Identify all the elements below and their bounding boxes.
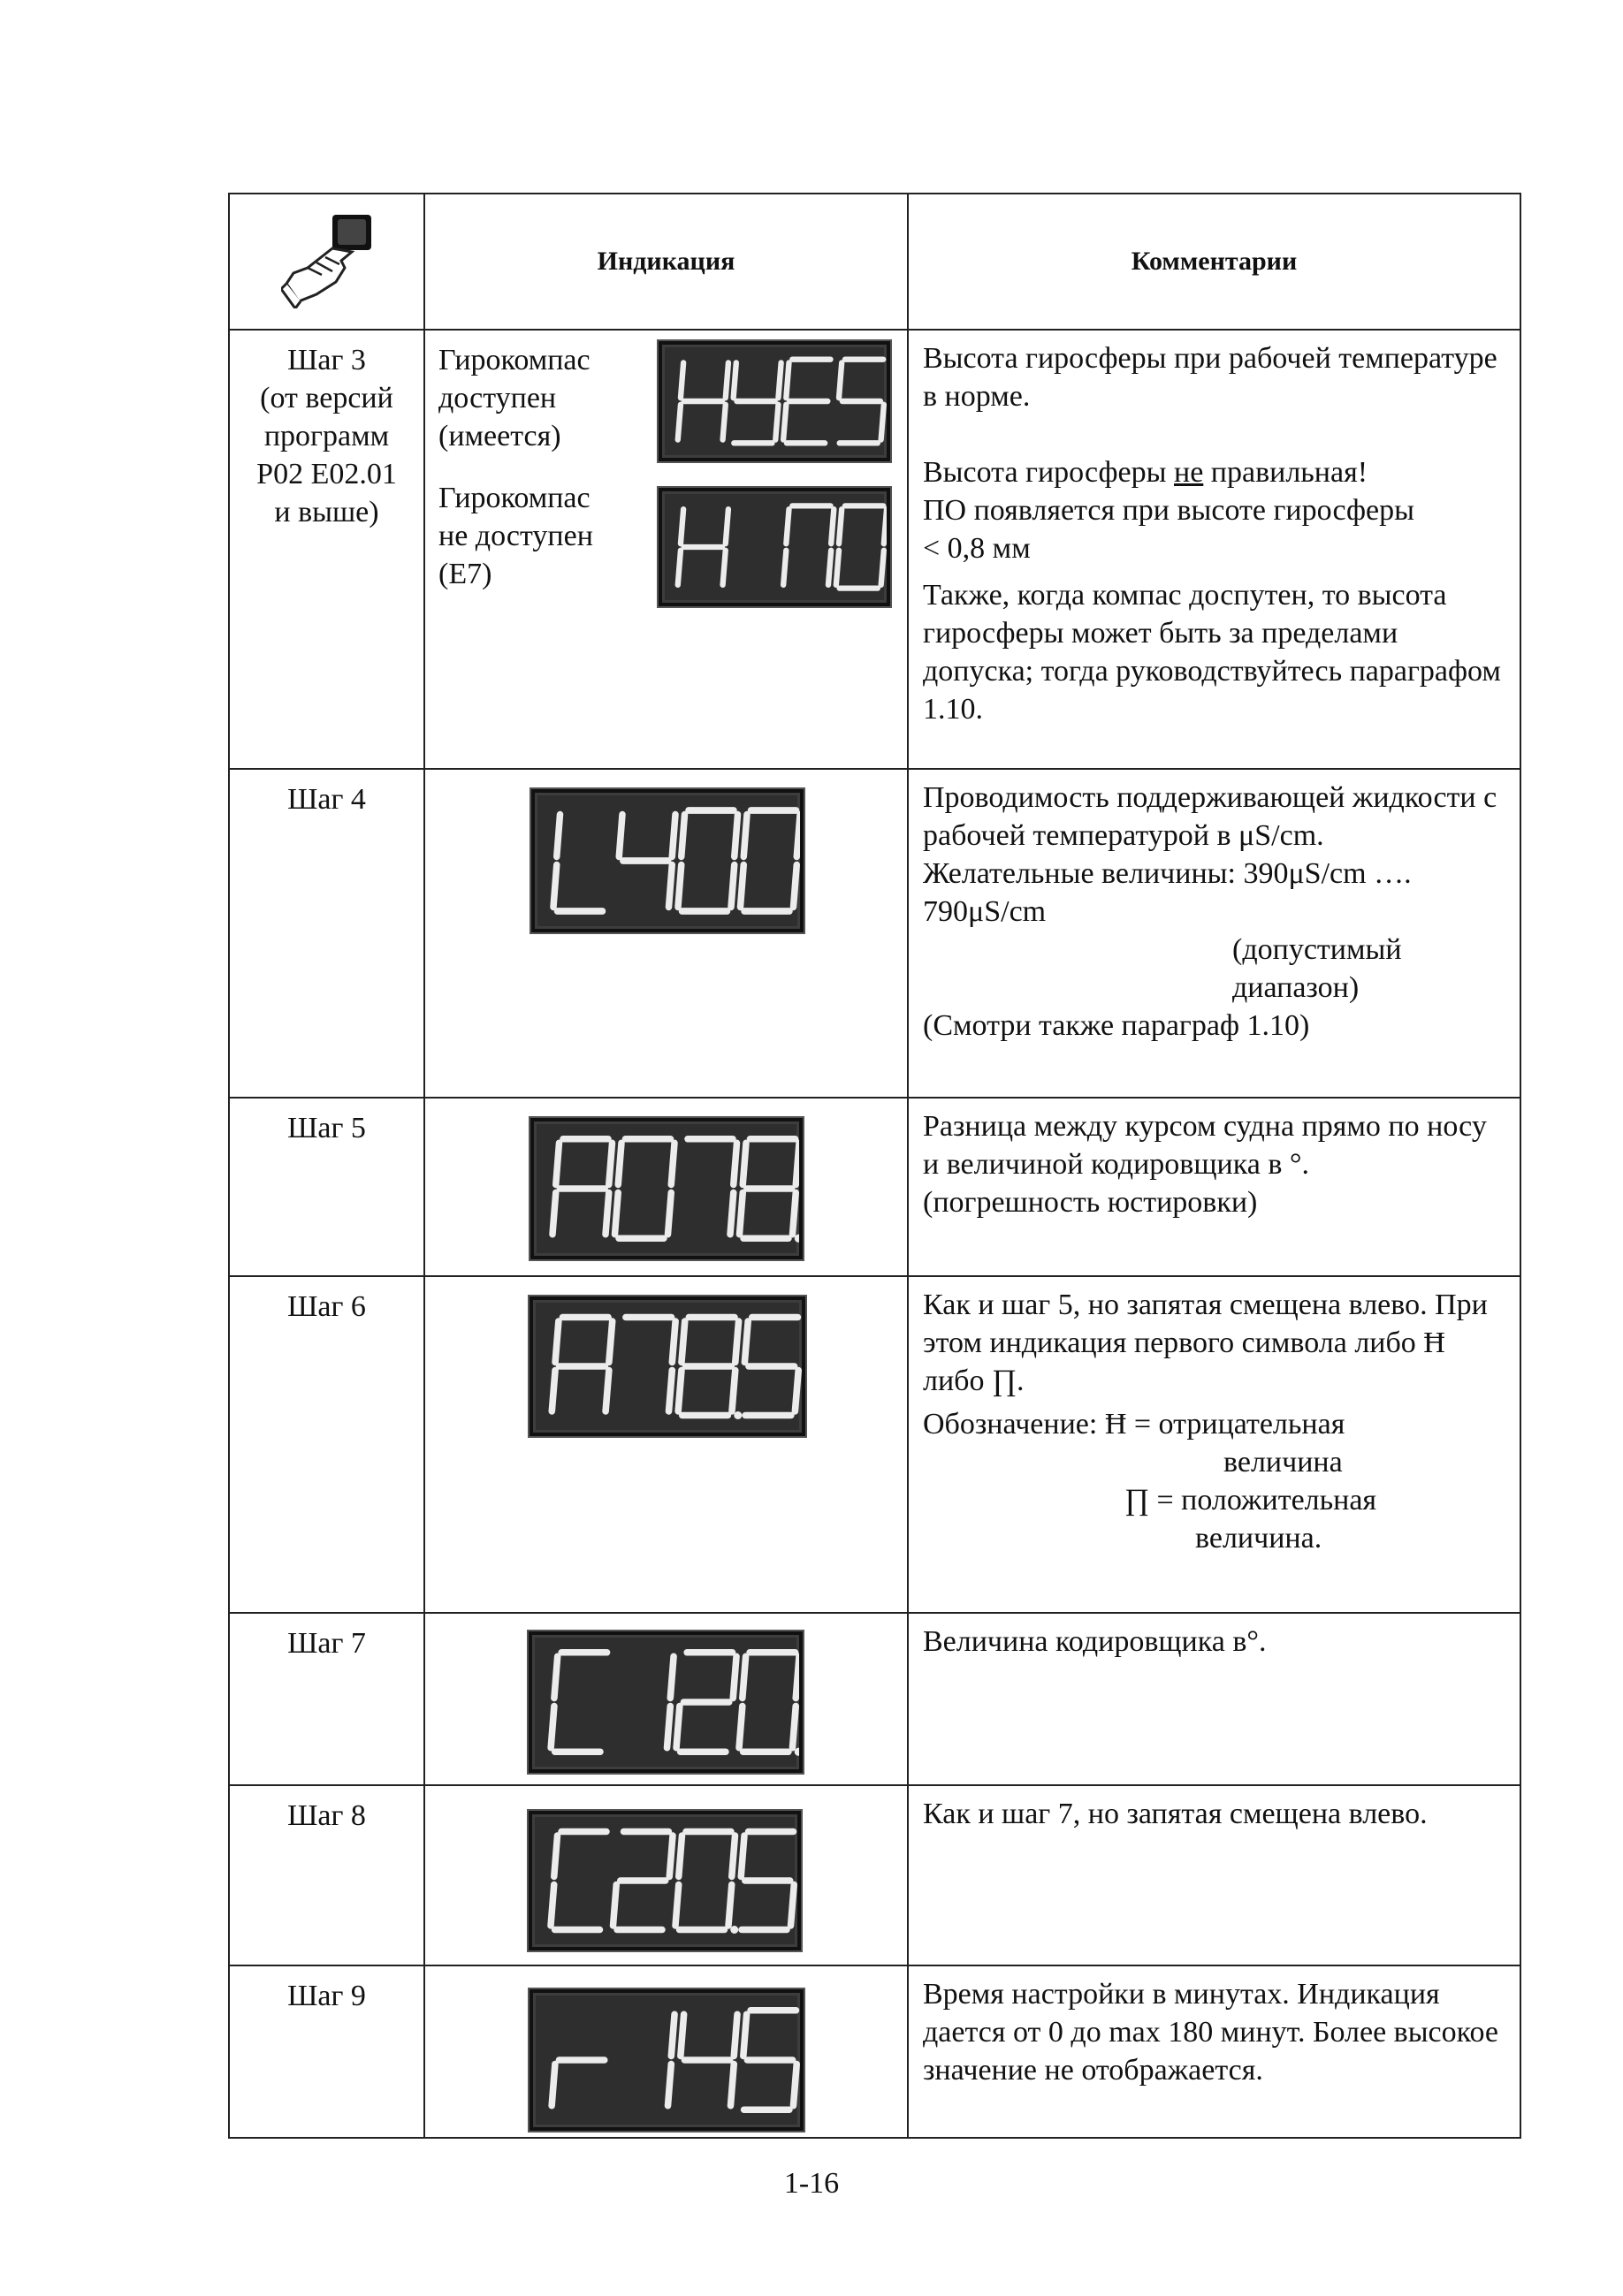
display-segment	[744, 1321, 748, 1363]
display-segment	[671, 1143, 674, 1184]
display-segment	[731, 865, 735, 908]
table-row-step-7	[229, 1613, 1520, 1785]
display-segment	[555, 1321, 559, 1363]
display-segment	[557, 815, 560, 857]
display-segment	[796, 1143, 799, 1184]
comment-text	[909, 1099, 1520, 1221]
display-segment	[786, 362, 789, 398]
display-segment	[783, 551, 786, 585]
display-segment	[681, 362, 683, 398]
comment-line: величина	[1223, 1446, 1343, 1479]
display-segment	[792, 1707, 796, 1748]
display-segment	[778, 362, 781, 398]
header-comments: Комментарии	[908, 194, 1520, 330]
gyro-unavailable-label: Гирокомпас не доступен (E7)	[438, 482, 593, 590]
display-segment	[671, 2014, 674, 2056]
decimal-point	[730, 1926, 738, 1934]
display-segment	[726, 362, 728, 398]
display-segment	[678, 551, 681, 585]
comment-text	[909, 1786, 1520, 1833]
display-segment	[609, 1143, 613, 1184]
step-label: Шаг 6	[287, 1290, 366, 1323]
display-segment	[743, 1143, 746, 1184]
display-segment	[551, 1885, 554, 1927]
display-segment	[796, 1656, 799, 1698]
display-segment	[551, 1707, 554, 1748]
display-segment	[783, 405, 786, 440]
display-segment	[672, 815, 675, 857]
led-display	[659, 341, 890, 461]
led-display	[530, 1989, 804, 2131]
table-row-step-6	[229, 1276, 1520, 1613]
display-segment	[669, 1371, 673, 1412]
display-segment	[733, 1656, 736, 1698]
display-segment	[613, 1885, 617, 1927]
display-segment	[676, 1707, 680, 1748]
display-segment	[669, 865, 673, 908]
display-segment	[552, 2064, 555, 2106]
comment-line: Как и шаг 5, но запятая смещена влево. При этом индикация первого символа либо Ħ либо ∏.	[923, 1289, 1488, 1397]
display-segment	[796, 815, 800, 857]
header-indication: Индикация	[424, 194, 908, 330]
comment-line: ПО появляется при высоте гиросферы	[923, 494, 1414, 527]
display-segment	[740, 1193, 743, 1235]
display-segment	[606, 1193, 609, 1235]
display-segment	[793, 2064, 796, 2106]
display-segment	[836, 551, 839, 585]
display-segment	[828, 551, 831, 585]
indication-cell	[424, 1785, 908, 1965]
display-segment	[793, 1193, 796, 1235]
indication-cell	[424, 769, 908, 1098]
decimal-point	[734, 1411, 742, 1419]
display-segment	[734, 2014, 737, 2056]
display-segment	[743, 815, 747, 857]
display-segment	[672, 1321, 675, 1363]
display-segment	[552, 1193, 556, 1235]
display-segment	[670, 1656, 674, 1698]
display-segment	[794, 865, 797, 908]
table-row-step-9	[229, 1965, 1520, 2138]
display-segment	[726, 509, 728, 544]
indication-cell	[424, 1098, 908, 1276]
table-row-step-4	[229, 769, 1520, 1098]
comment-text	[909, 331, 1520, 728]
display-segment	[615, 1193, 619, 1235]
display-segment	[554, 1836, 558, 1877]
display-segment	[884, 509, 887, 544]
underlined-word: не	[1174, 456, 1204, 489]
display-segment	[678, 1371, 682, 1412]
display-segment	[553, 865, 557, 908]
step-label: Шаг 5	[287, 1112, 366, 1144]
display-segment	[723, 551, 726, 585]
comment-line: 790μS/cm	[923, 895, 1047, 928]
display-segment	[682, 815, 685, 857]
comment-line: (погрешность юстировки)	[923, 1186, 1258, 1219]
display-segment	[730, 2064, 734, 2106]
table-header-row	[229, 194, 1520, 330]
display-segment	[554, 1656, 558, 1698]
display-segment	[741, 1836, 744, 1877]
comment-line: Проводимость поддерживающей жидкости с рабочей температурой в μS/cm.	[923, 781, 1497, 852]
display-segment	[732, 1836, 735, 1877]
display-segment	[881, 551, 884, 585]
display-segment	[839, 362, 842, 398]
display-segment	[786, 509, 789, 544]
display-segment	[606, 1371, 609, 1412]
display-segment	[678, 405, 681, 440]
display-segment	[730, 1193, 734, 1235]
table-row-step-3	[229, 330, 1520, 769]
step-label: Шаг 3 (от версий программ P02 E02.01 и выше)	[256, 344, 397, 528]
led-display	[530, 1296, 805, 1436]
display-segment	[735, 1321, 739, 1363]
comment-line: Также, когда компас доспутен, то высота гиросферы может быть за пределами допуска; тогда руководствуйтесь параграфом 1.10.	[923, 579, 1501, 726]
display-segment	[678, 865, 682, 908]
step-label: Шаг 9	[287, 1980, 366, 2012]
display-segment	[732, 1371, 735, 1412]
table-row-step-8	[229, 1785, 1520, 1965]
comment-text	[909, 1614, 1520, 1661]
indication-cell	[424, 330, 908, 769]
display-segment	[668, 1193, 672, 1235]
comment-line: Высота гиросферы	[923, 456, 1174, 489]
led-display	[659, 488, 890, 606]
step-label: Шаг 8	[287, 1799, 366, 1832]
step-label: Шаг 7	[287, 1627, 366, 1660]
display-segment	[609, 1321, 613, 1363]
display-segment	[743, 2014, 747, 2056]
gyro-available-label: Гирокомпас доступен (имеется)	[438, 344, 591, 452]
display-segment	[734, 1143, 737, 1184]
comment-line: правильная!	[1203, 456, 1368, 489]
header-icon-cell	[229, 194, 424, 330]
display-segment	[839, 509, 842, 544]
display-segment	[734, 362, 736, 398]
display-segment	[618, 1143, 621, 1184]
display-segment	[556, 1143, 560, 1184]
comment-line: Высота гиросферы при рабочей температуре в норме.	[923, 342, 1497, 413]
comment-line: Желательные величины: 390μS/cm ….	[923, 857, 1412, 890]
display-segment	[552, 1371, 555, 1412]
display-segment	[723, 405, 726, 440]
display-segment	[831, 509, 834, 544]
display-segment	[795, 1371, 798, 1412]
led-display	[529, 1631, 803, 1773]
comment-line: диапазон)	[1232, 971, 1360, 1004]
display-segment	[739, 1707, 743, 1748]
display-segment	[735, 815, 738, 857]
table-row-step-5	[229, 1098, 1520, 1276]
display-segment	[681, 509, 683, 544]
comment-line: Обозначение: Ħ = отрицательная	[923, 1408, 1345, 1441]
display-segment	[791, 1885, 795, 1927]
comment-text	[909, 1966, 1520, 2089]
indication-cell	[424, 1613, 908, 1785]
display-segment	[679, 1836, 682, 1877]
comment-line: Разница между курсом судна прямо по носу и величиной кодировщика в °.	[923, 1110, 1487, 1181]
display-segment	[667, 1707, 671, 1748]
display-segment	[741, 865, 744, 908]
comment-text	[909, 770, 1520, 1045]
comment-line: (допустимый	[1232, 933, 1402, 966]
comment-line: < 0,8 мм	[923, 532, 1031, 565]
display-segment	[743, 1656, 746, 1698]
indication-cell	[424, 1276, 908, 1613]
indication-cell	[424, 1965, 908, 2138]
page-number: 1-16	[783, 2167, 840, 2200]
led-display	[530, 1118, 803, 1259]
led-display	[531, 789, 804, 932]
comment-line: Как и шаг 7, но запятая смещена влево.	[923, 1798, 1428, 1830]
display-segment	[728, 1885, 732, 1927]
comment-line: (Смотри также параграф 1.10)	[923, 1009, 1310, 1042]
display-segment	[682, 1321, 685, 1363]
comment-text	[909, 1277, 1520, 1557]
instruction-table	[228, 193, 1521, 2139]
display-segment	[675, 1885, 679, 1927]
display-segment	[681, 2014, 684, 2056]
step-label: Шаг 4	[287, 783, 366, 816]
comment-line: Время настройки в минутах. Индикация дается от 0 до max 180 минут. Более высокое значение не отображается.	[923, 1978, 1498, 2087]
comment-line: ∏ = положительная	[1124, 1484, 1377, 1517]
display-segment	[775, 405, 778, 440]
led-display	[529, 1811, 801, 1950]
display-segment	[881, 405, 884, 440]
comment-line: величина.	[1195, 1522, 1322, 1555]
display-segment	[668, 2064, 672, 2106]
display-segment	[619, 815, 622, 857]
display-segment	[669, 1836, 673, 1877]
comment-line: Величина кодировщика в°.	[923, 1625, 1267, 1658]
